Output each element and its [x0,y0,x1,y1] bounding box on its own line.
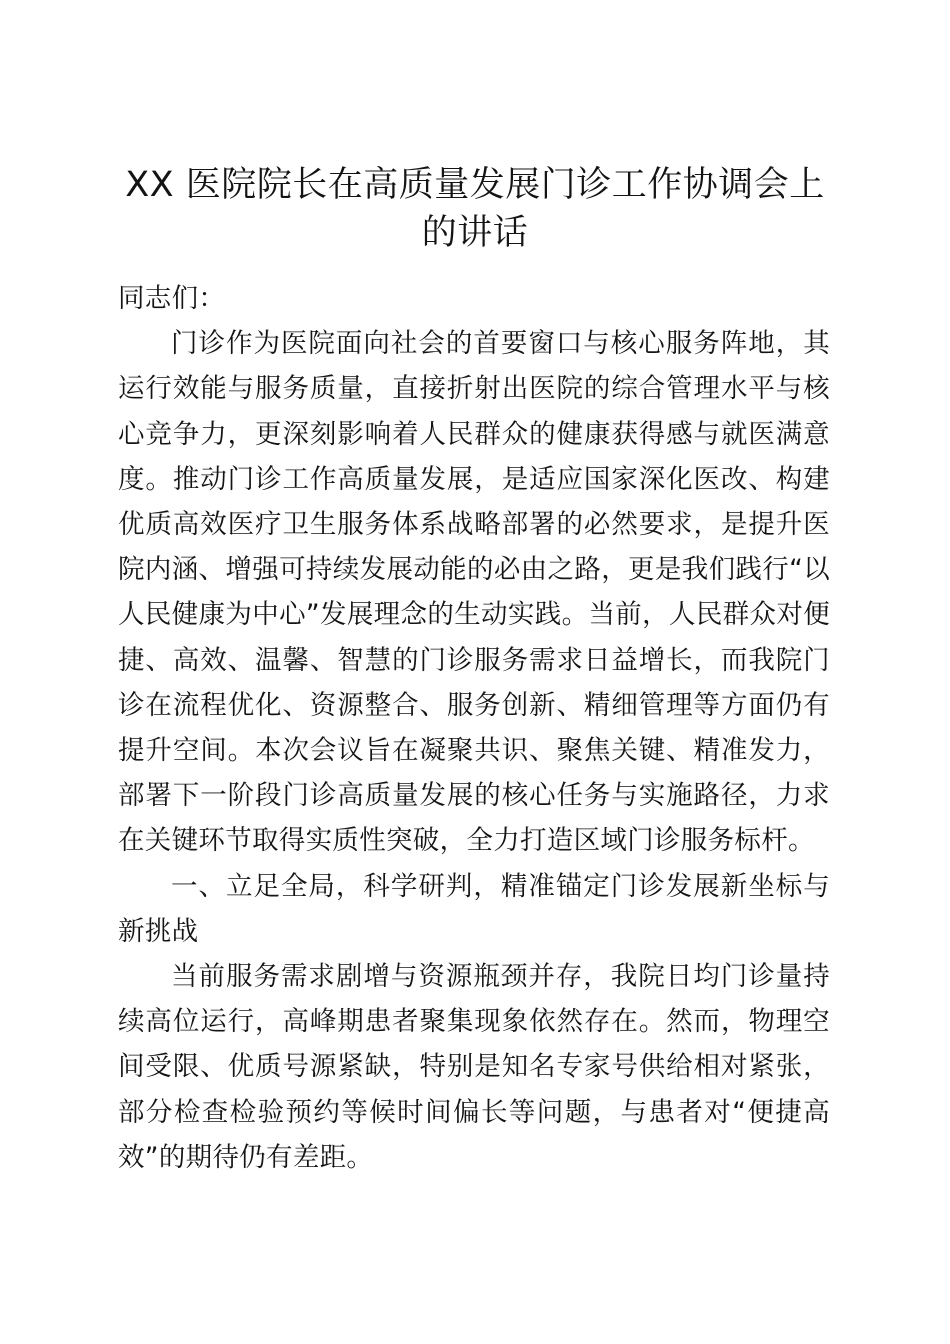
intro-paragraph: 门诊作为医院面向社会的首要窗口与核心服务阵地，其运行效能与服务质量，直接折射出医院的综合管理水平与核心竞争力，更深刻影响着人民群众的健康获得感与就医满意度。推动门诊工作高质量发展，是适应国家深化医改、构建优质高效医疗卫生服务体系战略部署的必然要求，是提升医院内涵、增强可持续发展动能的必由之路，更是我们践行“以人民健康为中心”发展理念的生动实践。当前，人民群众对便捷、高效、温馨、智慧的门诊服务需求日益增长，而我院门诊在流程优化、资源整合、服务创新、精细管理等方面仍有提升空间。本次会议旨在凝聚共识、聚焦关键、精准发力，部署下一阶段门诊高质量发展的核心任务与实施路径，力求在关键环节取得实质性突破，全力打造区域门诊服务标杆。 [118,328,830,857]
document-body [118,276,830,1180]
section-heading: 一、立足全局，科学研判，精准锚定门诊发展新坐标与新挑战 [118,870,830,947]
salutation: 同志们： [118,283,226,314]
section-paragraph: 当前服务需求剧增与资源瓶颈并存，我院日均门诊量持续高位运行，高峰期患者聚集现象依然存在。然而，物理空间受限、优质号源紧缺，特别是知名专家号供给相对紧张，部分检查检验预约等候时间偏长等问题，与患者对“便捷高效”的期待仍有差距。 [118,961,830,1173]
document-title: XX 医院院长在高质量发展门诊工作协调会上的讲话 [125,165,825,254]
